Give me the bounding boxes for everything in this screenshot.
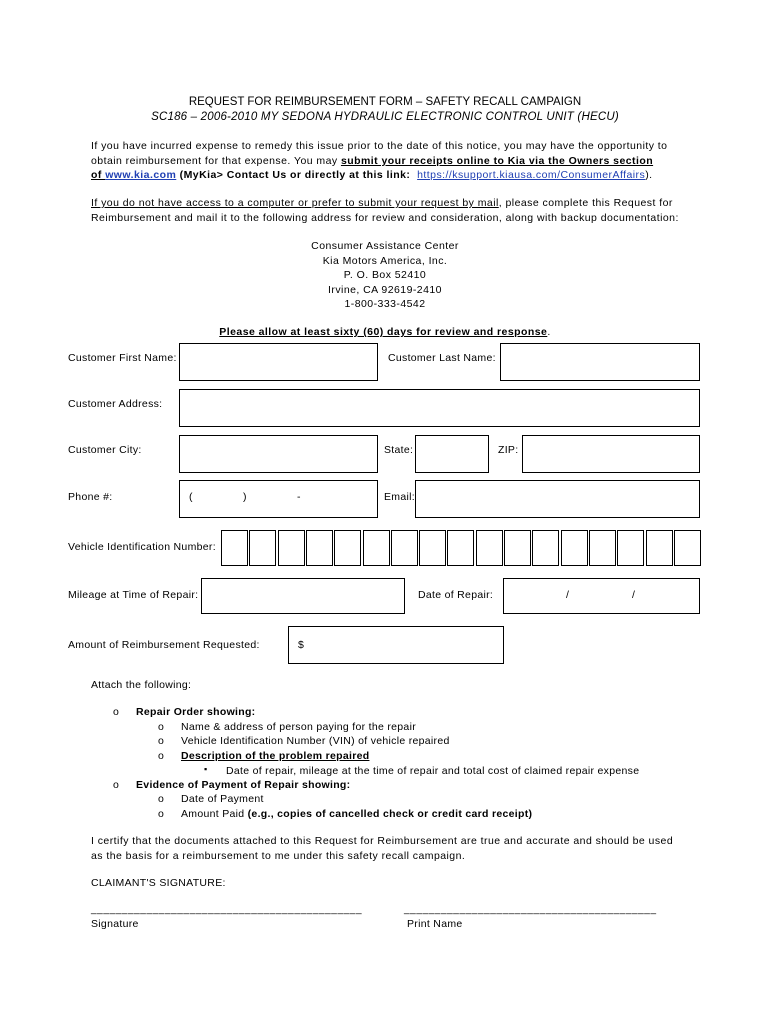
- repair-order-sub-1: Name & address of person paying for the repair: [181, 721, 417, 733]
- attach-heading: Attach the following:: [91, 679, 192, 691]
- first-name-label: Customer First Name:: [68, 352, 177, 364]
- signature-heading: CLAIMANT'S SIGNATURE:: [91, 877, 226, 889]
- amount-paid-detail: (e.g., copies of cancelled check or credit card receipt): [247, 808, 533, 820]
- repair-date-field[interactable]: [503, 578, 700, 614]
- review-notice-text: Please allow at least sixty (60) days for review and response: [219, 326, 548, 338]
- certify-line-1: I certify that the documents attached to this Request for Reimbursement are true and accurate and should be used: [91, 835, 674, 847]
- consumer-affairs-link[interactable]: https://ksupport.kiausa.com/ConsumerAffairs: [417, 169, 646, 181]
- vin-character-box[interactable]: [391, 530, 418, 566]
- vin-character-box[interactable]: [504, 530, 531, 566]
- state-label: State:: [384, 444, 414, 456]
- city-label: Customer City:: [68, 444, 142, 456]
- bullet-icon: o: [158, 735, 165, 747]
- first-name-field[interactable]: [179, 343, 378, 381]
- online-submit-text: submit your receipts online to Kia via the Owners section: [340, 155, 654, 167]
- address-line-3: P. O. Box 52410: [343, 269, 427, 281]
- review-notice-end: .: [547, 326, 551, 338]
- mail-option-text: If you do not have access to a computer or prefer to submit your request by mail: [91, 197, 499, 209]
- bullet-icon: o: [158, 750, 165, 762]
- repair-description-detail: Date of repair, mileage at the time of repair and total cost of claimed repair expense: [226, 765, 640, 777]
- address-field[interactable]: [179, 389, 700, 427]
- bullet-icon: o: [113, 779, 120, 791]
- intro-text: (MyKia> Contact Us or directly at this link:: [176, 169, 411, 181]
- mileage-field[interactable]: [201, 578, 405, 614]
- vin-character-box[interactable]: [278, 530, 305, 566]
- amount-label: Amount of Reimbursement Requested:: [68, 639, 260, 651]
- square-bullet-icon: ▪: [204, 764, 208, 774]
- phone-paren-open: (: [189, 491, 193, 503]
- vin-character-box[interactable]: [476, 530, 503, 566]
- print-name-label: Print Name: [407, 918, 463, 930]
- address-line-4: Irvine, CA 92619-2410: [328, 284, 442, 296]
- intro-text: obtain reimbursement for that expense. You may: [91, 155, 341, 167]
- vin-character-box[interactable]: [589, 530, 616, 566]
- date-separator: /: [632, 589, 635, 601]
- vin-character-box[interactable]: [306, 530, 333, 566]
- vin-character-box[interactable]: [419, 530, 446, 566]
- state-field[interactable]: [415, 435, 489, 473]
- amount-field[interactable]: [288, 626, 504, 664]
- address-label: Customer Address:: [68, 398, 163, 410]
- intro-line-1: If you have incurred expense to remedy this issue prior to the date of this notice, you may have the opportunity to: [91, 140, 668, 152]
- vin-character-box[interactable]: [646, 530, 673, 566]
- vin-character-box[interactable]: [447, 530, 474, 566]
- bullet-icon: o: [158, 793, 165, 805]
- vin-character-box[interactable]: [363, 530, 390, 566]
- mileage-label: Mileage at Time of Repair:: [68, 589, 199, 601]
- bullet-icon: o: [113, 706, 120, 718]
- form-subtitle: SC186 – 2006-2010 MY SEDONA HYDRAULIC ELECTRONIC CONTROL UNIT (HECU): [151, 111, 619, 123]
- phone-field[interactable]: [179, 480, 378, 518]
- intro-text: , please complete this Request for: [498, 197, 673, 209]
- intro-line-5: Reimbursement and mail it to the following address for review and consideration, along with backup documentation:: [91, 212, 679, 224]
- certify-line-2: as the basis for a reimbursement to me under this safety recall campaign.: [91, 850, 466, 862]
- last-name-field[interactable]: [500, 343, 700, 381]
- vin-label: Vehicle Identification Number:: [68, 541, 216, 553]
- bullet-icon: o: [158, 721, 165, 733]
- vin-character-box[interactable]: [249, 530, 276, 566]
- payment-evidence-item: Evidence of Payment of Repair showing:: [136, 779, 351, 791]
- repair-date-label: Date of Repair:: [418, 589, 494, 601]
- last-name-label: Customer Last Name:: [388, 352, 496, 364]
- city-field[interactable]: [179, 435, 378, 473]
- address-line-1: Consumer Assistance Center: [311, 240, 459, 252]
- zip-field[interactable]: [522, 435, 700, 473]
- intro-line-4: [91, 196, 673, 211]
- repair-order-sub-2: Vehicle Identification Number (VIN) of vehicle repaired: [181, 735, 450, 747]
- repair-order-sub-3: Description of the problem repaired: [181, 750, 370, 762]
- vin-character-box[interactable]: [617, 530, 644, 566]
- intro-line-2: [91, 154, 653, 169]
- signature-label: Signature: [91, 918, 139, 930]
- review-notice: [0, 325, 770, 340]
- print-name-line[interactable]: _________________________________________: [404, 904, 657, 915]
- payment-sub-2: [181, 808, 532, 820]
- address-line-2: Kia Motors America, Inc.: [322, 255, 448, 267]
- zip-label: ZIP:: [498, 444, 519, 456]
- address-phone: 1-800-333-4542: [344, 298, 426, 310]
- intro-line-3: [91, 168, 653, 183]
- amount-paid-text: Amount Paid: [181, 808, 248, 820]
- intro-text: ).: [645, 169, 653, 181]
- form-title: REQUEST FOR REIMBURSEMENT FORM – SAFETY RECALL CAMPAIGN: [188, 96, 582, 108]
- dollar-sign: $: [298, 639, 304, 651]
- vin-character-box[interactable]: [561, 530, 588, 566]
- email-label: Email:: [384, 491, 415, 503]
- phone-dash: -: [297, 491, 301, 503]
- payment-sub-1: Date of Payment: [181, 793, 264, 805]
- kia-website-link[interactable]: www.kia.com: [105, 169, 177, 181]
- bullet-icon: o: [158, 808, 165, 820]
- vin-character-box[interactable]: [532, 530, 559, 566]
- intro-text: of: [91, 169, 106, 181]
- signature-line[interactable]: ____________________________________________: [91, 904, 363, 915]
- phone-paren-close: ): [243, 491, 247, 503]
- phone-label: Phone #:: [68, 491, 113, 503]
- vin-character-box[interactable]: [334, 530, 361, 566]
- repair-order-item: Repair Order showing:: [136, 706, 256, 718]
- email-field[interactable]: [415, 480, 700, 518]
- vin-character-box[interactable]: [674, 530, 701, 566]
- date-separator: /: [566, 589, 569, 601]
- vin-character-box[interactable]: [221, 530, 248, 566]
